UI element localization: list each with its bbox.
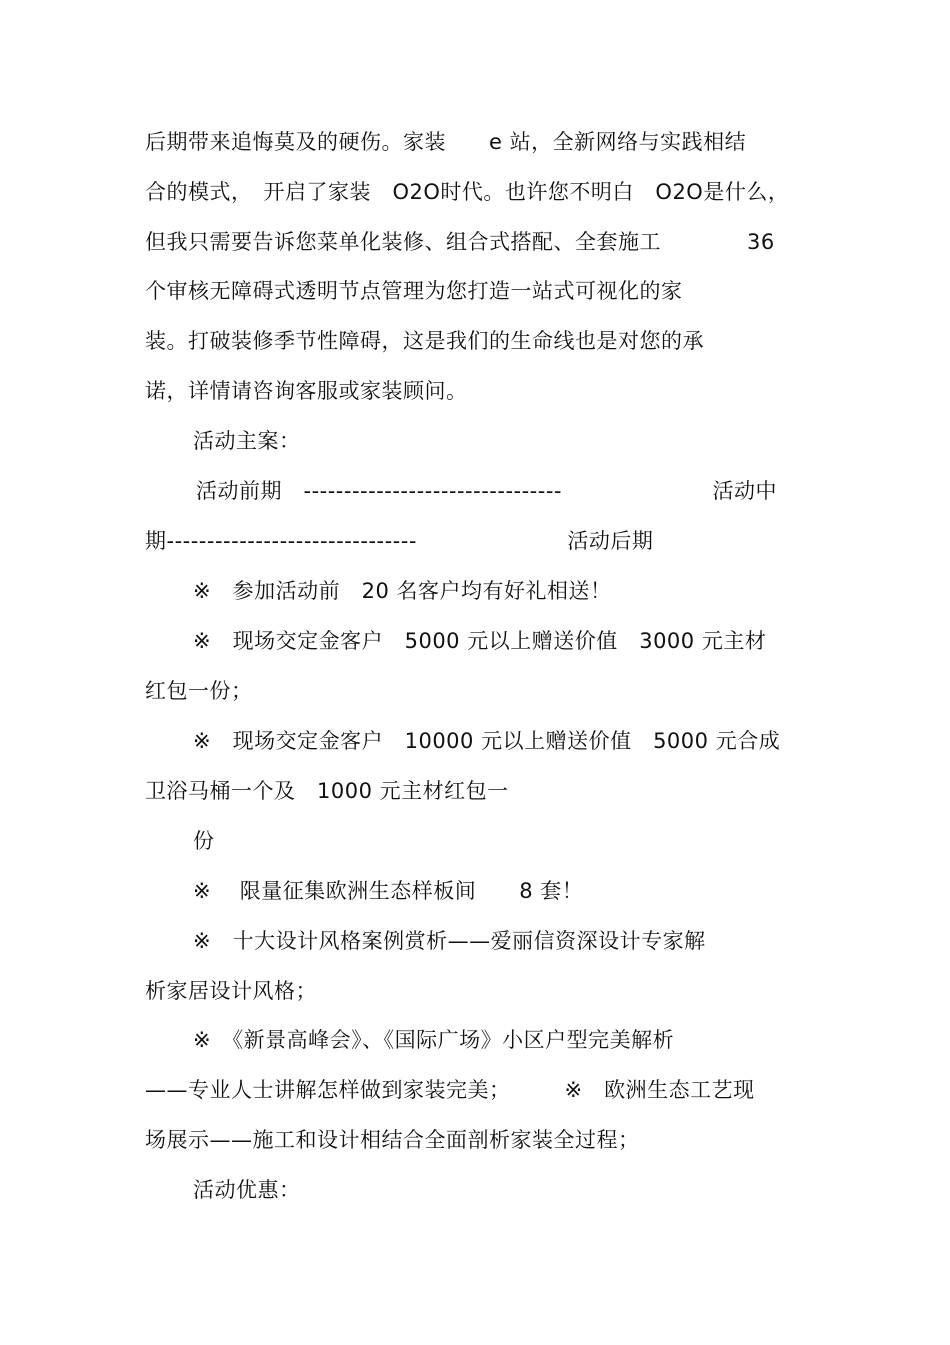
bullet-item-1: ※ 参加活动前 20 名客户均有好礼相送！	[193, 579, 612, 603]
timeline-line-2: 期------------------------------- 活动后期	[145, 529, 654, 553]
paragraph-line-2: 合的模式， 开启了家装 O2O时代。也许您不明白 O2O是什么，	[145, 180, 790, 204]
section-heading-discounts: 活动优惠：	[193, 1178, 301, 1202]
timeline-line-1: 活动前期 -------------------------------- 活动中	[196, 479, 777, 503]
paragraph-line-3: 但我只需要告诉您菜单化装修、组合式搭配、全套施工 36	[145, 230, 775, 254]
bullet-item-2: ※ 现场交定金客户 5000 元以上赠送价值 3000 元主材	[193, 629, 767, 653]
bullet-item-3-cont: 卫浴马桶一个及 1000 元主材红包一	[145, 779, 509, 803]
paragraph-line-4: 个审核无障碍式透明节点管理为您打造一站式可视化的家	[145, 279, 683, 303]
bullet-item-3-cont-2: 份	[193, 829, 215, 853]
paragraph-line-5: 装。打破装修季节性障碍，这是我们的生命线也是对您的承	[145, 329, 704, 353]
paragraph-line-6: 诺，详情请咨询客服或家装顾问。	[145, 379, 468, 403]
bullet-item-5: ※ 十大设计风格案例赏析——爱丽信资深设计专家解	[193, 929, 706, 953]
paragraph-line-1: 后期带来追悔莫及的硬伤。家装 e 站，全新网络与实践相结	[145, 130, 747, 154]
section-heading-main-plan: 活动主案：	[193, 429, 301, 453]
bullet-item-7-cont: 场展示——施工和设计相结合全面剖析家装全过程；	[145, 1128, 640, 1152]
bullet-item-3: ※ 现场交定金客户 10000 元以上赠送价值 5000 元合成	[193, 729, 781, 753]
bullet-item-2-cont: 红包一份；	[145, 679, 253, 703]
bullet-item-6-cont: ——专业人士讲解怎样做到家装完美； ※ 欧洲生态工艺现	[145, 1078, 755, 1102]
bullet-item-5-cont: 析家居设计风格；	[145, 979, 317, 1003]
bullet-item-4: ※ 限量征集欧洲生态样板间 8 套！	[193, 879, 584, 903]
bullet-item-6: ※ 《新景高峰会》、《国际广场》小区户型完美解析	[193, 1028, 675, 1052]
